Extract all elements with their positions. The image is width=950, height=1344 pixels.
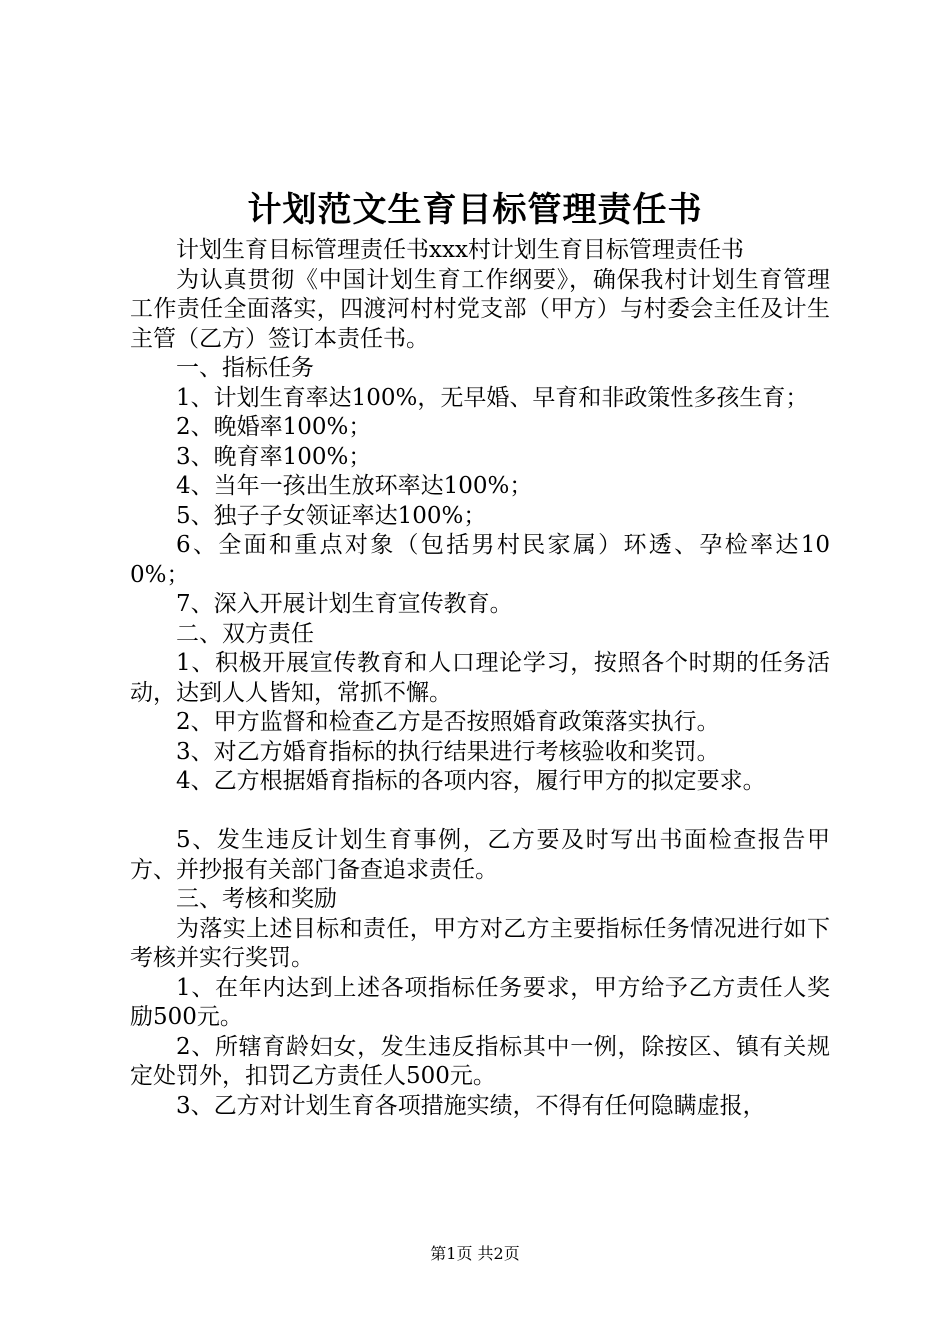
page-number-label: 第1页 共2页 <box>430 1244 520 1263</box>
list-item: 5、发生违反计划生育事例，乙方要及时写出书面检查报告甲方、并抄报有关部门备查追求责任。 <box>130 827 830 883</box>
list-item: 4、乙方根据婚育指标的各项内容，履行甲方的拟定要求。 <box>176 768 766 794</box>
list-item: 3、对乙方婚育指标的执行结果进行考核验收和奖罚。 <box>176 738 720 765</box>
list-item: 2、甲方监督和检查乙方是否按照婚育政策落实执行。 <box>176 709 720 735</box>
list-item: 5、独子子女领证率达100%； <box>176 502 487 529</box>
list-item: 4、当年一孩出生放环率达100%； <box>176 473 533 499</box>
section-heading-assessment: 三、考核和奖励 <box>176 886 337 912</box>
paragraph-intro: 为认真贯彻《中国计划生育工作纲要》，确保我村计划生育管理工作责任全面落实，四渡河村村党支部（甲方）与村委会主任及计生主管（乙方）签订本责任书。 <box>130 266 830 352</box>
list-item: 3、乙方对计划生育各项措施实绩，不得有任何隐瞒虚报， <box>176 1092 766 1119</box>
list-item: 6、全面和重点对象（包括男村民家属）环透、孕检率达100%； <box>130 532 830 588</box>
page-footer <box>0 1243 950 1265</box>
list-item: 1、在年内达到上述各项指标任务要求，甲方给予乙方责任人奖励500元。 <box>130 974 830 1030</box>
list-item: 3、晚育率100%； <box>176 443 372 470</box>
list-item: 1、积极开展宣传教育和人口理论学习，按照各个时期的任务活动，达到人人皆知，常抓不懈。 <box>130 650 830 706</box>
paragraph-assessment-intro: 为落实上述目标和责任，甲方对乙方主要指标任务情况进行如下考核并实行奖罚。 <box>130 915 830 971</box>
list-item: 1、计划生育率达100%，无早婚、早育和非政策性多孩生育； <box>176 384 809 411</box>
list-item: 2、晚婚率100%； <box>176 414 372 440</box>
section-heading-responsibilities: 二、双方责任 <box>176 620 314 647</box>
list-item: 2、所辖育龄妇女，发生违反指标其中一例，除按区、镇有关规定处罚外，扣罚乙方责任人500元。 <box>130 1033 830 1089</box>
document-title: 计划范文生育目标管理责任书 <box>247 190 703 230</box>
document-body <box>130 236 830 1121</box>
paragraph-intro-heading: 计划生育目标管理责任书xxx村计划生育目标管理责任书 <box>176 237 744 263</box>
section-heading-targets: 一、指标任务 <box>176 355 314 381</box>
list-item: 7、深入开展计划生育宣传教育。 <box>176 591 513 617</box>
